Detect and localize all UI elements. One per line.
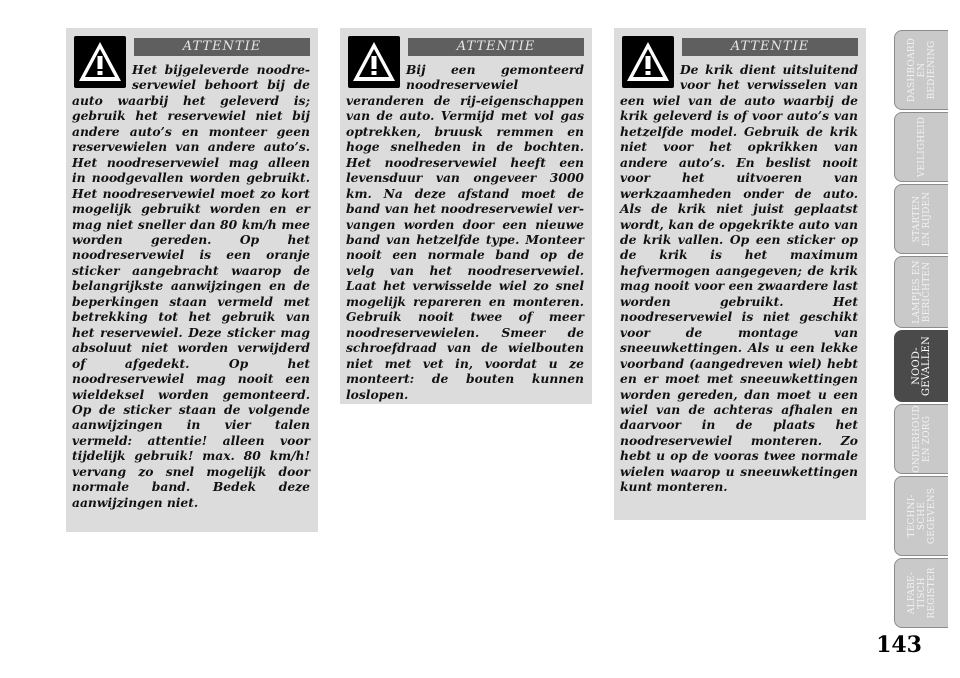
warning-text: De krik dient uitsluitend voor het verwisselen van een wiel van de auto waarbij de krik geleverd is of voor auto’s van hetzelfde model. Gebruik de krik niet voor het opkrikken van andere auto’s. En beslist nooit voor het uitvoeren van werkzaamheden onder de auto. Als de krik niet juist geplaatst wordt, kan de opgekrikte auto van de krik vallen. Op een sticker op de krik is het maximum hefvermogen aangegeven; de krik mag nooit voor een zwaardere last worden gebruikt. Het noodreservewiel is niet geschikt voor de montage van sneeuwkettingen. Als u een lekke voorband (aangedreven wiel) hebt en er moet met sneeuwkettingen worden gereden, dan moet u een wiel van de achteras afhalen en daarvoor in de plaats het noodreservewiel monteren. Zo hebt u op de vooras twee normale wielen waarop u sneeuwkettingen kunt monteren. (620, 62, 858, 495)
tab-dashboard[interactable] (894, 30, 948, 110)
tab-label: LAMPJES EN BERICHTEN (911, 260, 932, 324)
tab-label: VEILIGHEID (916, 116, 927, 178)
tab-noodgevallen[interactable] (894, 330, 948, 402)
warning-box-jack (614, 28, 866, 520)
tab-label: STARTEN EN RIJDEN (911, 191, 932, 247)
tab-starten[interactable] (894, 184, 948, 254)
warning-text: Het bijgeleverde noodreservewiel behoort bij de auto waarbij het geleverd is; gebruik het reservewiel niet bij andere auto’s en monteer geen reservewielen van andere auto’s. Het noodreservewiel mag alleen in noodgevallen worden gebruikt. Het noodreservewiel moet zo kort mogelijk gebruikt worden en er mag niet sneller dan 80 km/h mee worden gereden. Op het noodreservewiel is een oranje sticker aangebracht waarop de belangrijkste aanwijzingen en de beperkingen staan vermeld met betrekking tot het gebruik van het reservewiel. Deze sticker mag absoluut niet worden verwijderd of afgedekt. Op het noodreservewiel mag nooit een wieldeksel worden gemonteerd. Op de sticker staan de volgende aanwijzingen in vier talen vermeld: attentie! alleen voor tijdelijk gebruik! max. 80 km/h! vervang zo snel mogelijk door normale band. Bedek deze aanwijzingen niet. (72, 62, 310, 510)
attentie-label: ATTENTIE (408, 38, 584, 56)
warning-box-spare-wheel (66, 28, 318, 532)
attentie-label: ATTENTIE (682, 38, 858, 56)
tab-label: ALFABE- TISCH REGISTER (906, 567, 937, 619)
tab-label: NOOD- GEVALLEN (910, 336, 932, 396)
tab-label: TECHNI- SCHE GEGEVENS (906, 487, 937, 545)
tab-onderhoud[interactable] (894, 404, 948, 474)
tab-veiligheid[interactable] (894, 112, 948, 182)
tab-alfabetisch-register[interactable] (894, 558, 948, 628)
tab-lampjes[interactable] (894, 256, 948, 328)
warning-box-driving (340, 28, 592, 404)
page-number: 143 (876, 632, 922, 658)
tab-label: DASHBOARD EN BEDIENING (906, 37, 937, 103)
attentie-label: ATTENTIE (134, 38, 310, 56)
tab-technische-gegevens[interactable] (894, 476, 948, 556)
warning-text: Bij een gemonteerd noodreservewiel veranderen de rij-eigenschappen van de auto. Vermijd met vol gas optrekken, bruusk remmen en hoge snelheden in de bochten. Het noodreservewiel heeft een levensduur van ongeveer 3000 km. Na deze afstand moet de band van het noodreservewiel vervangen worden door een nieuwe band van hetzelfde type. Monteer nooit een normale band op de velg van het noodreservewiel. Laat het verwisselde wiel zo snel mogelijk repareren en monteren. Gebruik nooit twee of meer noodreservewielen. Smeer de schroefdraad van de wielbouten niet met vet in, voordat u ze monteert: de bouten kunnen loslopen. (346, 62, 584, 402)
tab-label: ONDERHOUD EN ZORG (911, 405, 932, 473)
